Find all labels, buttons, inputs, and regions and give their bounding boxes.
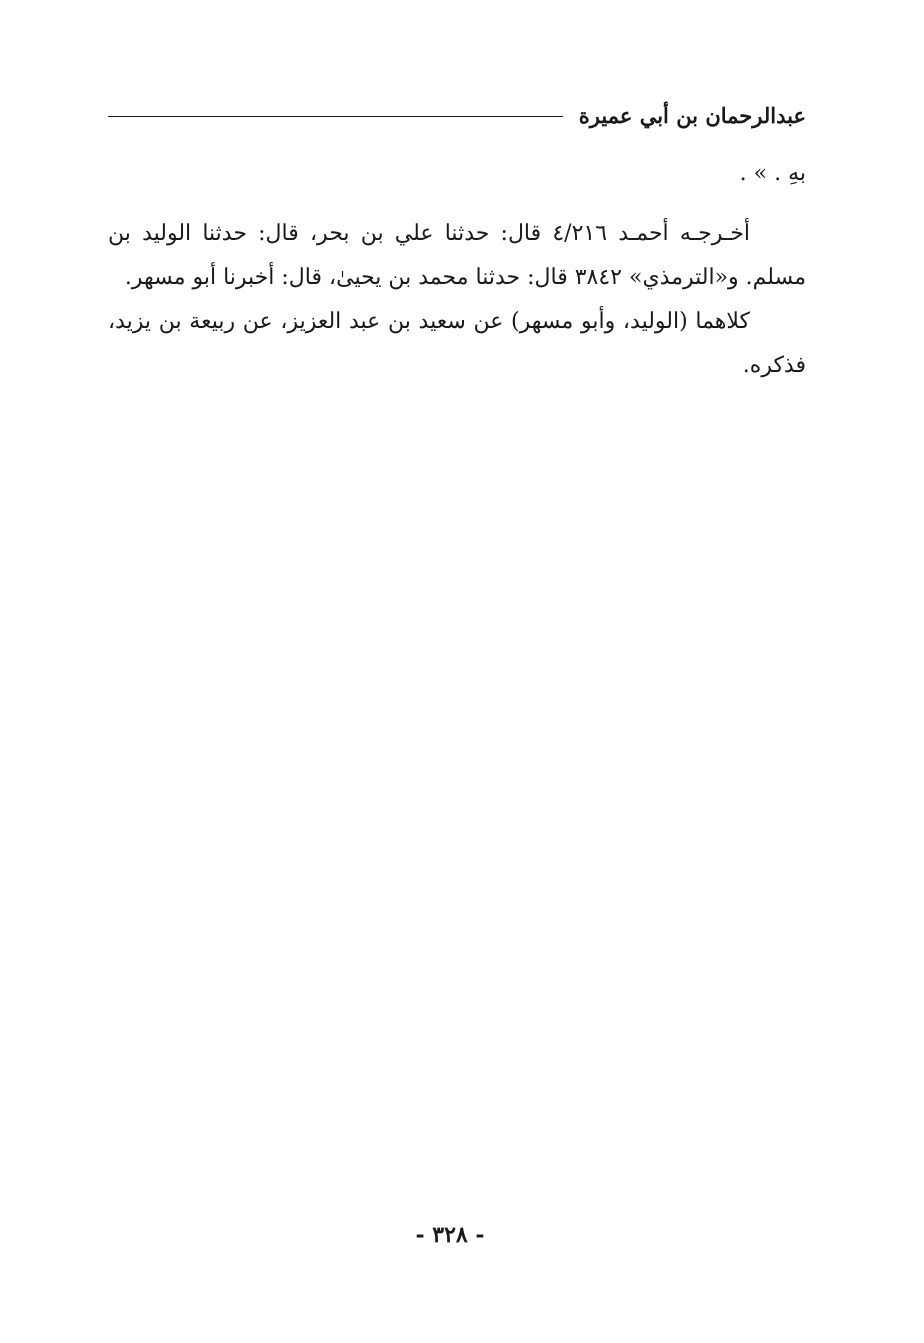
page-header [108,98,806,132]
paragraph-takhrij: أخـرجـه أحمـد ٤/٢١٦ قال: حدثنا علي بن بحر، قال: حدثنا الوليد بن مسلم. و«الترمذي» ٣٨٤٢ قال: حدثنا محمد بن يحيىٰ، قال: أخبرنا أبو مسهر. [108,221,806,290]
header-rule [108,116,563,117]
page-number: - ٣٢٨ - [415,1222,485,1248]
body-text [108,152,806,388]
paragraph-closing-quote: بهِ . » . [739,161,806,186]
running-title: عبدالرحمان بن أبي عميرة [578,102,806,128]
paragraph-isnad: كلاهما (الوليد، وأبو مسهر) عن سعيد بن عبد العزيز، عن ربيعة بن يزيد، فذكره. [108,309,806,378]
